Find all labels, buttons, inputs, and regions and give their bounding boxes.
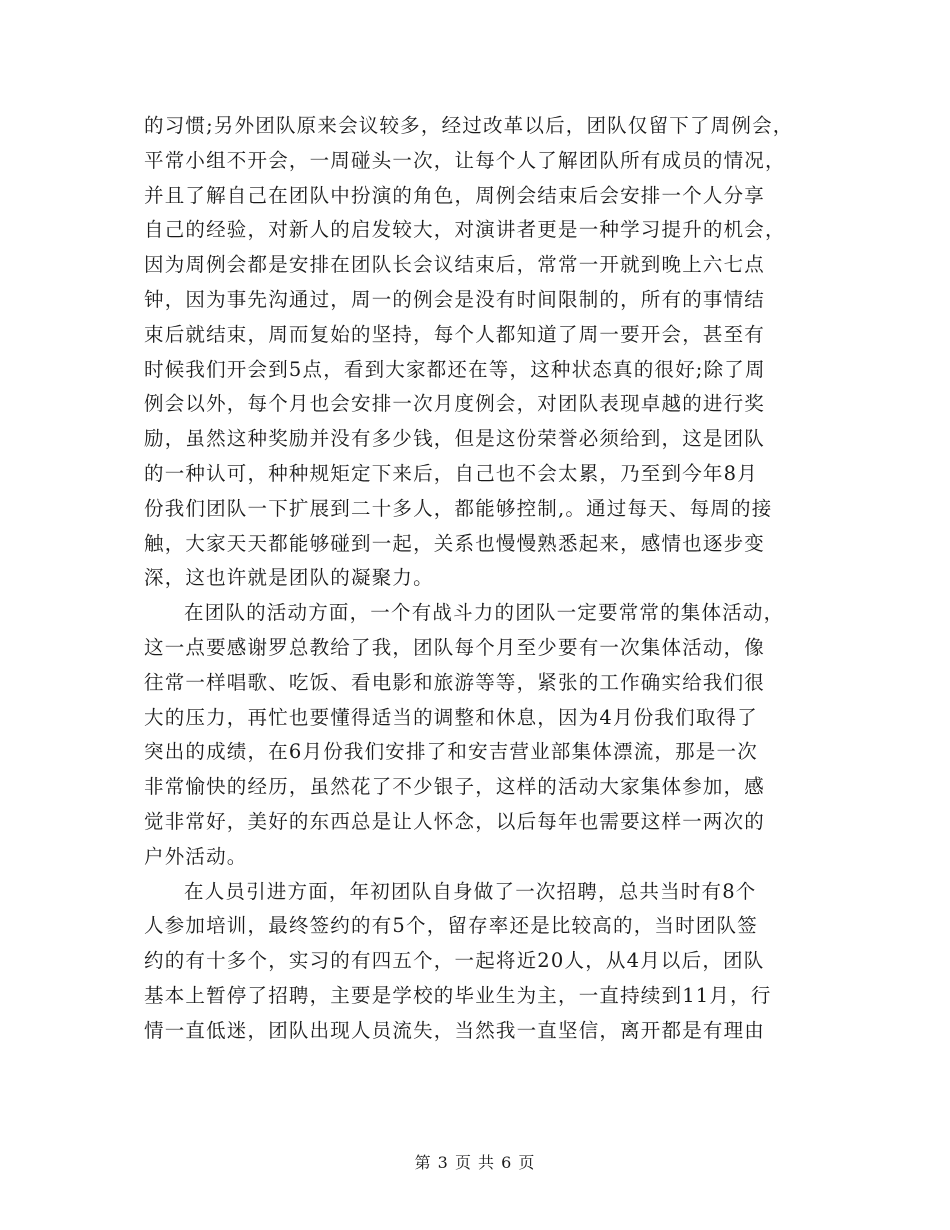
text-line: 励，虽然这种奖励并没有多少钱，但是这份荣誉必须给到，这是团队 [144, 427, 766, 451]
paragraph-start-line: 在团队的活动方面，一个有战斗力的团队一定要常常的集体活动， [184, 601, 785, 625]
text-line: 触，大家天天都能够碰到一起，关系也慢慢熟悉起来，感情也逐步变 [144, 531, 766, 555]
text-line: 往常一样唱歌、吃饭、看电影和旅游等等，紧张的工作确实给我们很 [144, 670, 766, 694]
text-line: 例会以外，每个月也会安排一次月度例会，对团队表现卓越的进行奖 [144, 392, 766, 416]
text-line: 户外活动。 [144, 844, 248, 868]
text-line: 平常小组不开会，一周碰头一次，让每个人了解团队所有成员的情况， [144, 148, 786, 172]
text-line: 非常愉快的经历，虽然花了不少银子，这样的活动大家集体参加，感 [144, 775, 766, 799]
text-line: 这一点要感谢罗总教给了我，团队每个月至少要有一次集体活动，像 [144, 635, 766, 659]
text-line: 并且了解自己在团队中扮演的角色，周例会结束后会安排一个人分享 [144, 183, 766, 207]
page-number: 第 3 页 共 6 页 [414, 1153, 536, 1172]
text-line: 自己的经验，对新人的启发较大，对演讲者更是一种学习提升的机会， [144, 218, 786, 242]
text-line: 人参加培训，最终签约的有5个，留存率还是比较高的，当时团队签 [144, 914, 758, 938]
text-line: 因为周例会都是安排在团队长会议结束后，常常一开就到晚上六七点 [144, 253, 766, 277]
text-line: 大的压力，再忙也要懂得适当的调整和休息，因为4月份我们取得了 [144, 705, 758, 729]
text-line: 时候我们开会到5点，看到大家都还在等，这种状态真的很好;除了周 [144, 357, 766, 381]
text-line: 份我们团队一下扩展到二十多人，都能够控制,。通过每天、每周的接 [144, 496, 773, 520]
text-line: 束后就结束，周而复始的坚持，每个人都知道了周一要开会，甚至有 [144, 322, 766, 346]
body-text [144, 109, 824, 1049]
text-line: 约的有十多个，实习的有四五个，一起将近20人，从4月以后，团队 [144, 949, 765, 973]
text-line: 的一种认可，种种规矩定下来后，自己也不会太累，乃至到今年8月 [144, 461, 758, 485]
text-line: 情一直低迷，团队出现人员流失，当然我一直坚信，离开都是有理由 [144, 1018, 766, 1042]
page-footer [0, 1150, 950, 1173]
text-line: 钟，因为事先沟通过，周一的例会是没有时间限制的，所有的事情结 [144, 287, 766, 311]
paragraph-start-line: 在人员引进方面，年初团队自身做了一次招聘，总共当时有8个 [184, 879, 757, 903]
text-line: 基本上暂停了招聘，主要是学校的毕业生为主，一直持续到11月，行 [144, 983, 772, 1007]
text-line: 深，这也许就是团队的凝聚力。 [144, 566, 434, 590]
text-line: 觉非常好，美好的东西总是让人怀念，以后每年也需要这样一两次的 [144, 809, 766, 833]
text-line: 突出的成绩，在6月份我们安排了和安吉营业部集体漂流，那是一次 [144, 740, 758, 764]
text-line: 的习惯;另外团队原来会议较多，经过改革以后，团队仅留下了周例会， [144, 114, 794, 137]
